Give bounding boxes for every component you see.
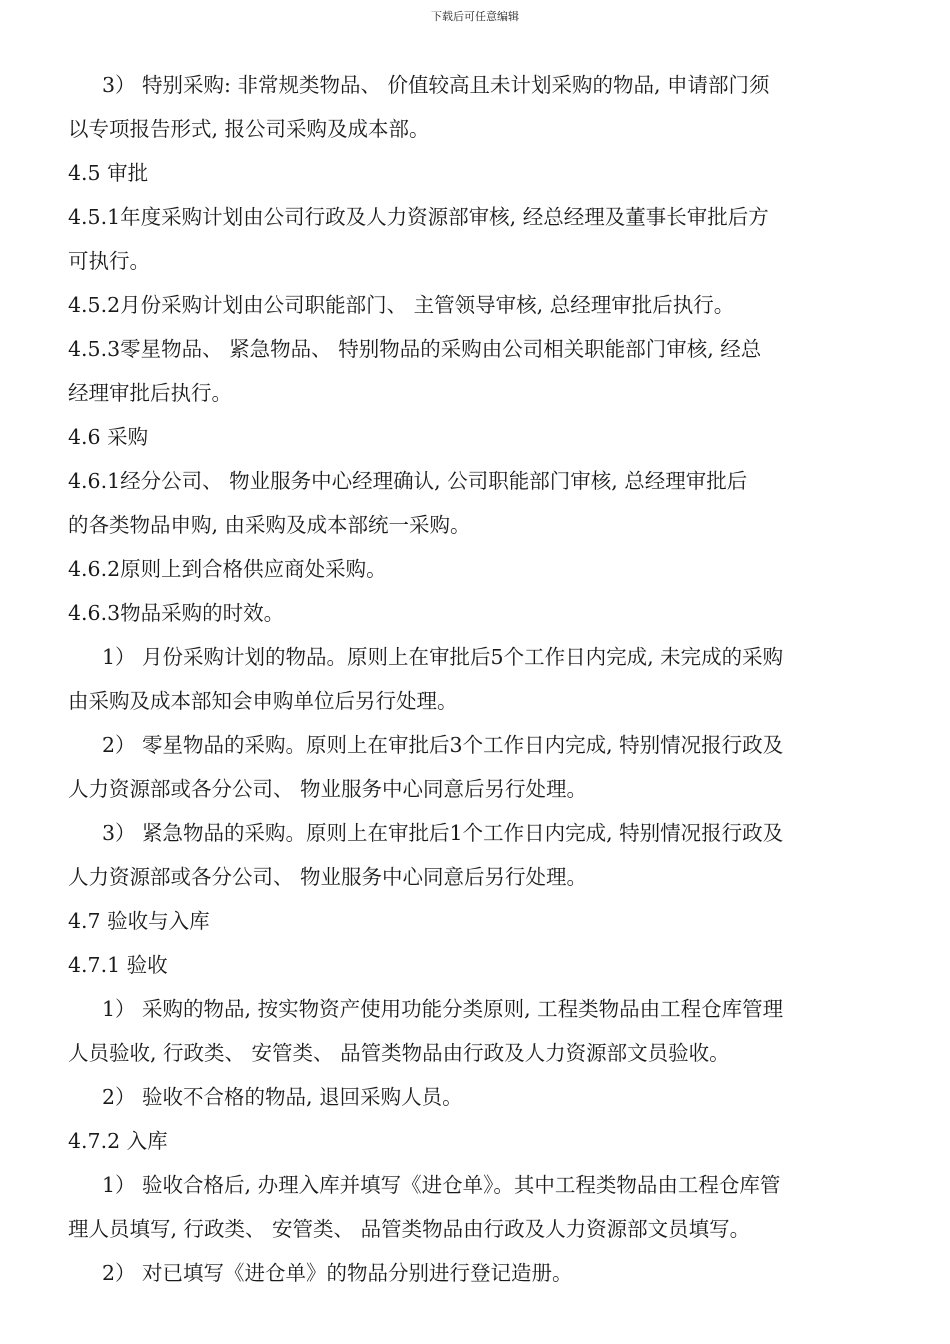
text-line: 2） 零星物品的采购。原则上在审批后3个工作日内完成, 特别情况报行政及 [102, 733, 784, 757]
text-line: 2） 对已填写《进仓单》的物品分别进行登记造册。 [102, 1261, 573, 1285]
text-line: 的各类物品申购, 由采购及成本部统一采购。 [68, 513, 471, 537]
text-line: 1） 验收合格后, 办理入库并填写《进仓单》。其中工程类物品由工程仓库管 [102, 1173, 781, 1197]
text-line: 4.5.2月份采购计划由公司职能部门、 主管领导审核, 总经理审批后执行。 [68, 293, 735, 317]
text-line: 理人员填写, 行政类、 安管类、 品管类物品由行政及人力资源部文员填写。 [68, 1217, 751, 1241]
text-line: 1） 月份采购计划的物品。原则上在审批后5个工作日内完成, 未完成的采购 [102, 645, 784, 669]
document-body [68, 63, 884, 1295]
text-line: 4.5.3零星物品、 紧急物品、 特别物品的采购由公司相关职能部门审核, 经总 [68, 337, 762, 361]
text-line: 2） 验收不合格的物品, 退回采购人员。 [102, 1085, 463, 1109]
text-line: 由采购及成本部知会申购单位后另行处理。 [68, 689, 458, 713]
text-line: 4.6.3物品采购的时效。 [68, 601, 285, 625]
text-line: 人员验收, 行政类、 安管类、 品管类物品由行政及人力资源部文员验收。 [68, 1041, 730, 1065]
text-line: 1） 采购的物品, 按实物资产使用功能分类原则, 工程类物品由工程仓库管理 [102, 997, 784, 1021]
text-line: 3） 特别采购: 非常规类物品、 价值较高且未计划采购的物品, 申请部门须 [102, 73, 770, 97]
header-note: 下载后可任意编辑 [431, 10, 519, 23]
text-line: 可执行。 [68, 249, 150, 273]
text-line: 4.5.1年度采购计划由公司行政及人力资源部审核, 经总经理及董事长审批后方 [68, 205, 769, 229]
text-line: 4.6 采购 [68, 425, 149, 449]
text-line: 人力资源部或各分公司、 物业服务中心同意后另行处理。 [68, 777, 588, 801]
text-line: 4.6.1经分公司、 物业服务中心经理确认, 公司职能部门审核, 总经理审批后 [68, 469, 748, 493]
text-line: 经理审批后执行。 [68, 381, 232, 405]
text-line: 人力资源部或各分公司、 物业服务中心同意后另行处理。 [68, 865, 588, 889]
text-line: 4.6.2原则上到合格供应商处采购。 [68, 557, 387, 581]
text-line: 4.7 验收与入库 [68, 909, 210, 933]
text-line: 以专项报告形式, 报公司采购及成本部。 [68, 117, 430, 141]
text-line: 4.5 审批 [68, 161, 149, 185]
text-line: 3） 紧急物品的采购。原则上在审批后1个工作日内完成, 特别情况报行政及 [102, 821, 784, 845]
text-line: 4.7.1 验收 [68, 953, 168, 977]
text-line: 4.7.2 入库 [68, 1129, 168, 1153]
